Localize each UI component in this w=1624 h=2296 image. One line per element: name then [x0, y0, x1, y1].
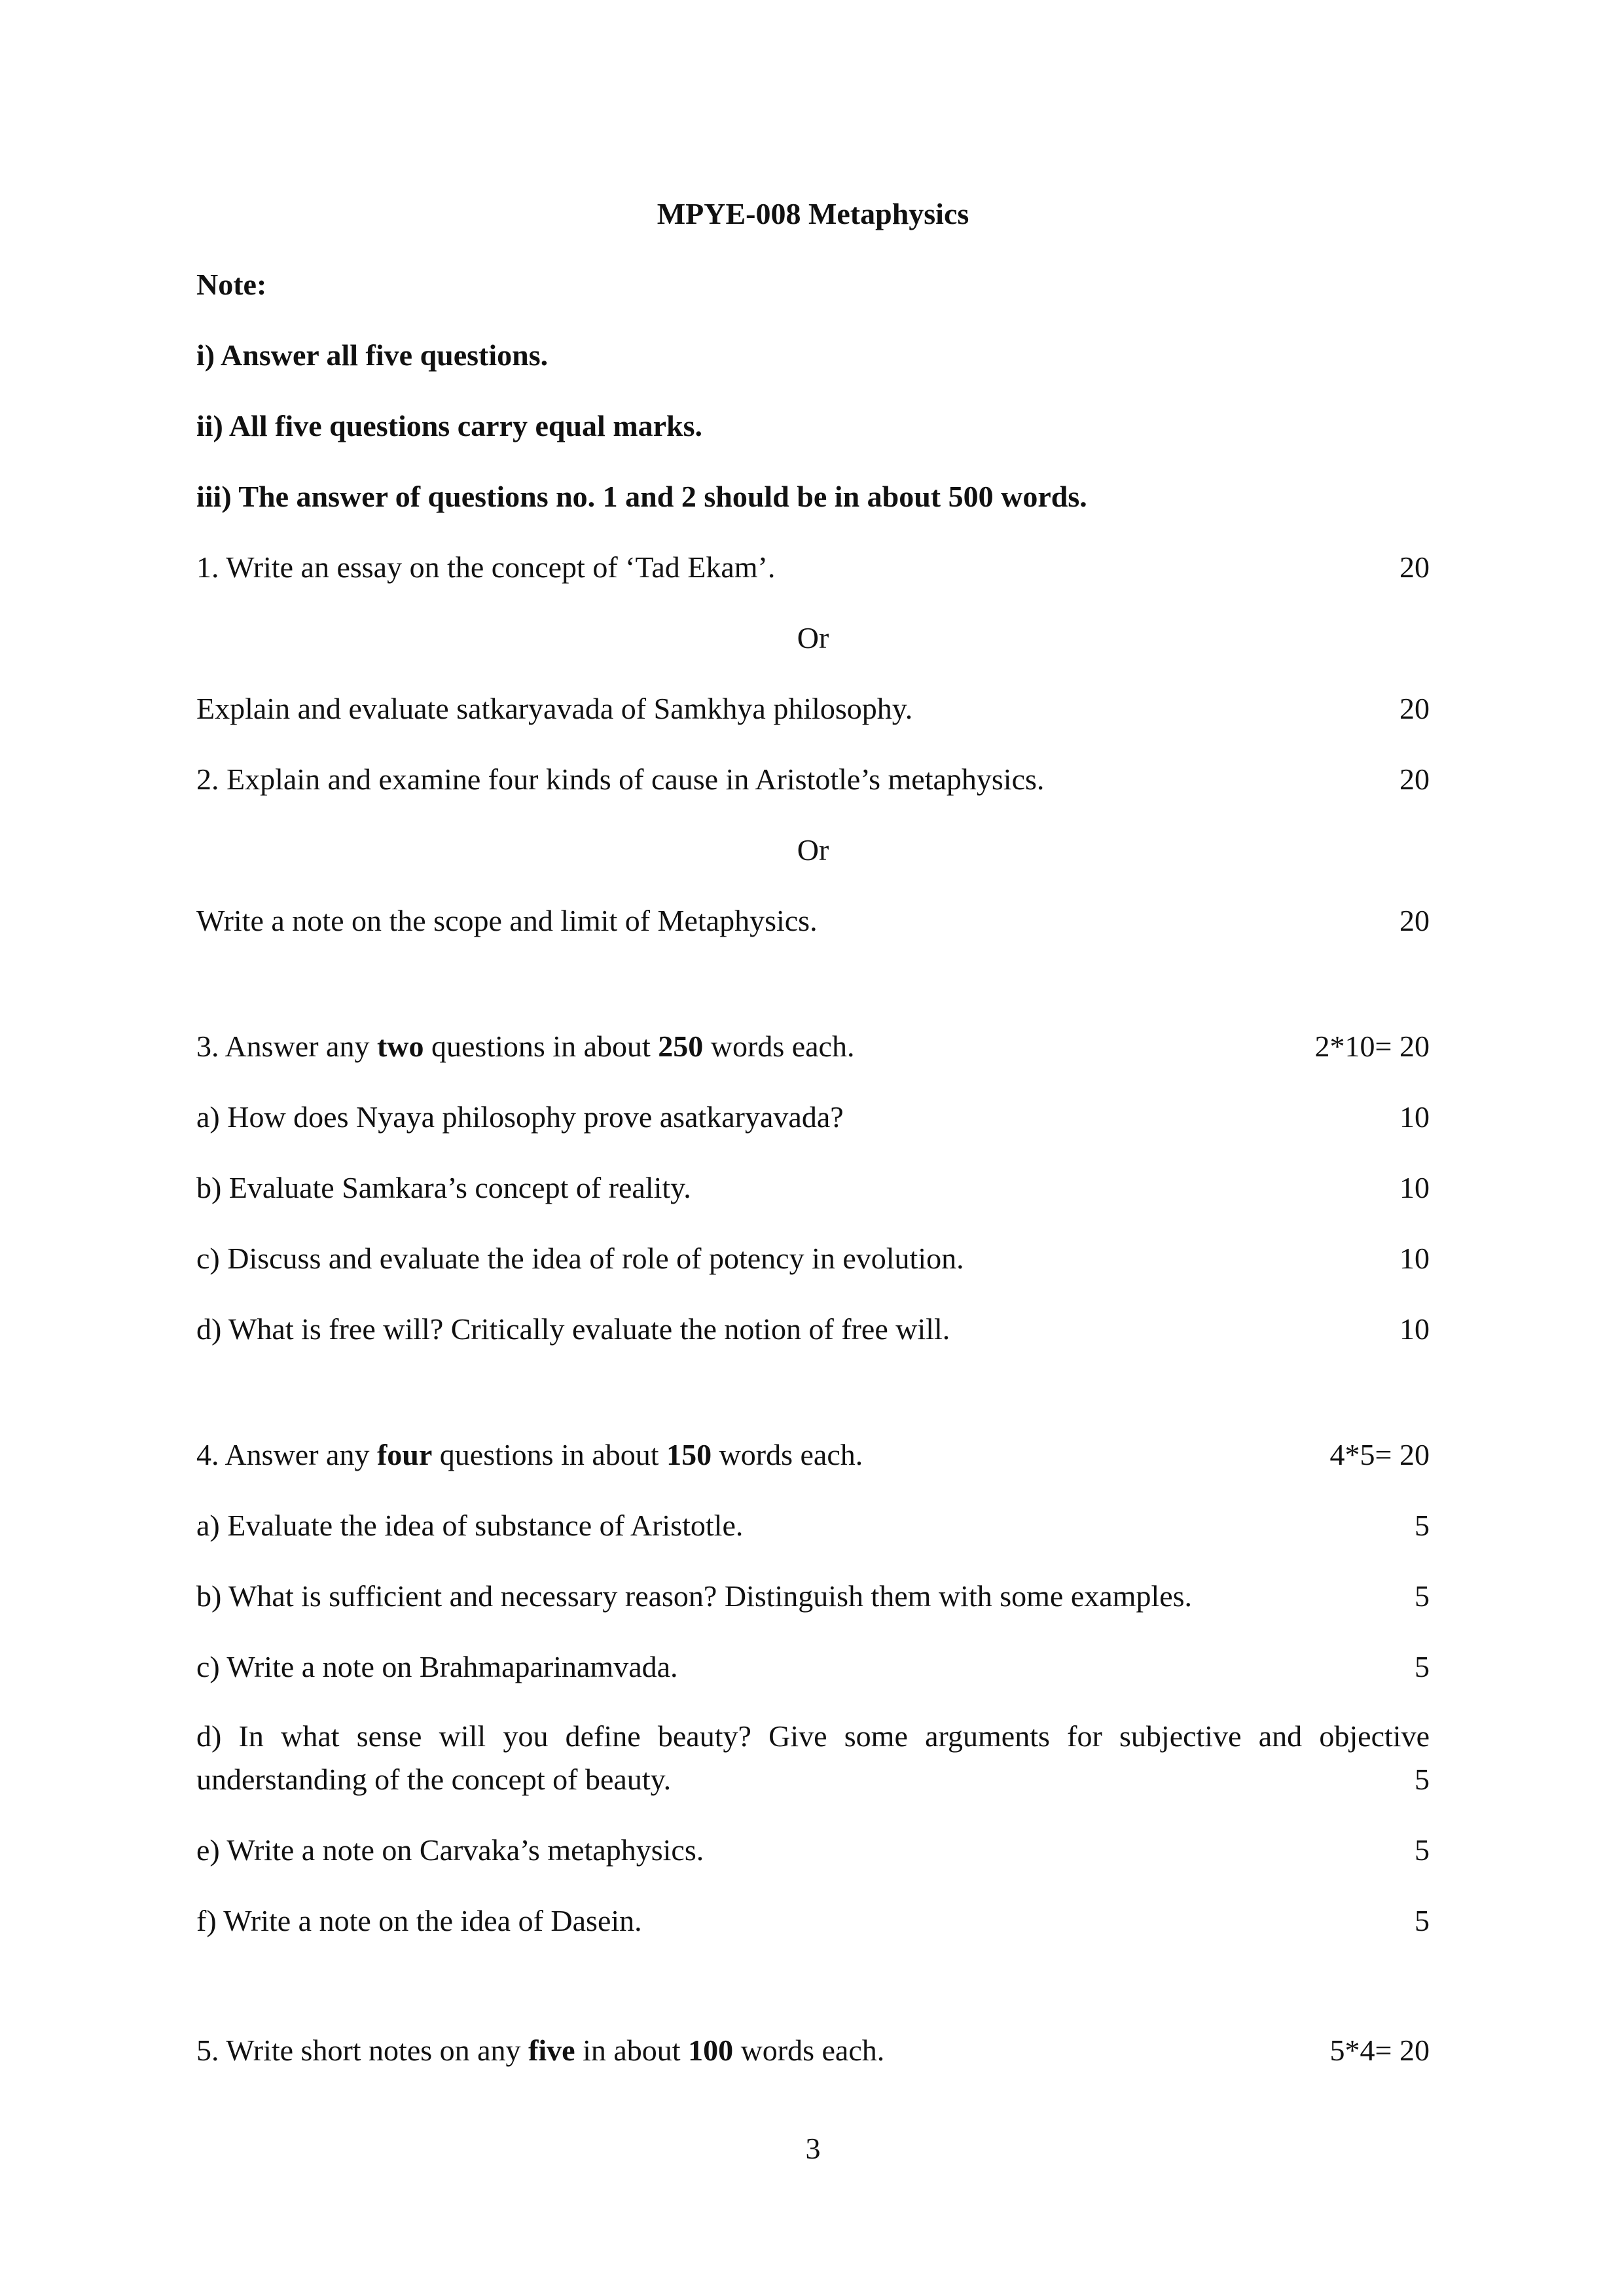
question-total-marks: 5*4= 20: [1329, 2034, 1430, 2067]
page-number: 3: [805, 2132, 821, 2165]
question-text: 4. Answer any four questions in about 150 words each.: [196, 1438, 863, 1471]
question-2-alt: [196, 903, 1430, 938]
question-5-intro: [196, 2033, 1430, 2068]
sub-question: f) Write a note on the idea of Dasein. 5: [196, 1904, 1430, 1937]
sub-question: a) Evaluate the idea of substance of Aristotle. 5: [196, 1509, 1430, 1542]
question-2: [196, 762, 1430, 797]
note-item: i) Answer all five questions.: [196, 338, 549, 372]
note-heading: Note:: [196, 268, 267, 301]
question-total-marks: 2*10= 20: [1314, 1030, 1430, 1063]
question-marks: 20: [1399, 762, 1430, 796]
sub-question: a) How does Nyaya philosophy prove asatkaryavada? 10: [196, 1100, 1430, 1134]
note-item: iii) The answer of questions no. 1 and 2 should be in about 500 words.: [196, 480, 1087, 513]
sub-question-multiline-end: understanding of the concept of beauty. 5: [196, 1763, 1430, 1796]
question-text: 2. Explain and examine four kinds of cause in Aristotle’s metaphysics.: [196, 762, 1045, 796]
question-4-intro: [196, 1437, 1430, 1472]
sub-question: e) Write a note on Carvaka’s metaphysics. 5: [196, 1833, 1430, 1867]
page-title: MPYE-008 Metaphysics: [657, 197, 969, 230]
question-total-marks: 4*5= 20: [1329, 1438, 1430, 1471]
question-text: 5. Write short notes on any five in about 100 words each.: [196, 2034, 885, 2067]
question-text: 3. Answer any two questions in about 250 words each.: [196, 1030, 855, 1063]
sub-question-multiline: d) In what sense will you define beauty? Give some arguments for subjective and objective: [196, 1719, 1430, 1753]
question-marks: 20: [1399, 550, 1430, 584]
question-1-alt: [196, 691, 1430, 726]
sub-question: b) What is sufficient and necessary reason? Distinguish them with some examples. 5: [196, 1579, 1430, 1613]
sub-question: b) Evaluate Samkara’s concept of reality. 10: [196, 1171, 1430, 1204]
question-text: Write a note on the scope and limit of Metaphysics.: [196, 904, 818, 937]
question-marks: 20: [1399, 904, 1430, 937]
question-1: [196, 550, 1430, 584]
question-marks: 20: [1399, 692, 1430, 725]
sub-question: d) What is free will? Critically evaluate the notion of free will. 10: [196, 1312, 1430, 1346]
sub-question: c) Discuss and evaluate the idea of role of potency in evolution. 10: [196, 1242, 1430, 1275]
question-text: Explain and evaluate satkaryavada of Samkhya philosophy.: [196, 692, 913, 725]
note-item: ii) All five questions carry equal marks.: [196, 409, 703, 442]
or-separator: Or: [797, 833, 829, 867]
question-3-intro: [196, 1029, 1430, 1064]
sub-question: c) Write a note on Brahmaparinamvada. 5: [196, 1650, 1430, 1683]
question-text: 1. Write an essay on the concept of ‘Tad Ekam’.: [196, 550, 776, 584]
or-separator: Or: [797, 621, 829, 655]
